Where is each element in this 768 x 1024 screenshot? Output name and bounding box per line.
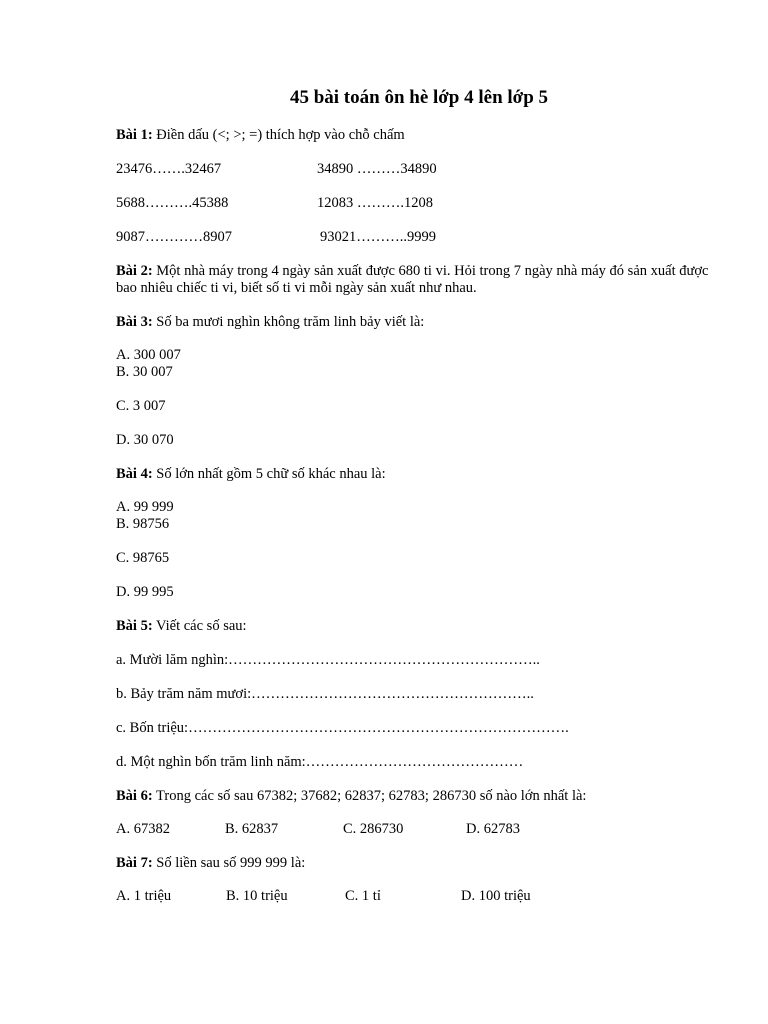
bai2-text: Một nhà máy trong 4 ngày sản xuất được 680 ti vi. Hỏi trong 7 ngày nhà máy đó sản xuất được bao nhiêu chiếc ti vi, biết số ti vi mỗi ngày sản xuất như nhau.	[116, 263, 709, 296]
bai3-option-c: C. 3 007	[116, 398, 166, 414]
bai6-label: Bài 6:	[116, 788, 153, 804]
bai5-item-c: c. Bốn triệu:…………………………………………………………………….	[116, 720, 569, 736]
bai2-label: Bài 2:	[116, 263, 153, 279]
bai6-option-b: B. 62837	[225, 821, 279, 837]
bai1-text: Điền dấu (<; >; =) thích hợp vào chỗ chấm	[152, 127, 405, 143]
bai5-item-a: a. Mười lăm nghìn:………………………………………………………..	[116, 652, 540, 668]
bai4-option-a: A. 99 999	[116, 499, 174, 515]
bai3-text: Số ba mươi nghìn không trăm linh bảy viết là:	[152, 314, 425, 330]
bai1-row-1	[116, 161, 221, 178]
bai1-label: Bài 1:	[116, 127, 153, 143]
bai1-row-1-right: 34890 ………34890	[317, 161, 437, 177]
bai6-option-a: A. 67382	[116, 821, 170, 837]
bai7-prompt	[116, 855, 305, 872]
bai1-row-1-left: 23476…….32467	[116, 161, 222, 177]
bai3-label: Bài 3:	[116, 314, 153, 330]
bai2-prompt	[116, 263, 726, 297]
bai1-row-2	[116, 195, 228, 212]
bai5-item-b: b. Bảy trăm năm mươi:…………………………………………………..	[116, 686, 534, 702]
bai4-prompt	[116, 466, 386, 483]
bai4-option-b: B. 98756	[116, 516, 170, 532]
bai1-row-2-left: 5688……….45388	[116, 195, 229, 211]
bai1-row-2-right: 12083 ……….1208	[317, 195, 433, 211]
bai6-text: Trong các số sau 67382; 37682; 62837; 62783; 286730 số nào lớn nhất là:	[152, 788, 587, 804]
bai1-row-3-right: 93021………..9999	[320, 229, 436, 245]
bai7-option-b: B. 10 triệu	[226, 888, 288, 904]
bai7-label: Bài 7:	[116, 855, 153, 871]
bai5-label: Bài 5:	[116, 618, 153, 634]
bai4-label: Bài 4:	[116, 466, 153, 482]
bai3-prompt	[116, 314, 424, 331]
bai1-row-3	[116, 229, 232, 246]
bai1-prompt	[116, 127, 405, 144]
bai5-prompt	[116, 618, 247, 635]
document-title: 45 bài toán ôn hè lớp 4 lên lớp 5	[289, 87, 549, 108]
bai7-option-d: D. 100 triệu	[461, 888, 531, 904]
bai7-option-c: C. 1 tỉ	[345, 888, 381, 904]
bai5-text: Viết các số sau:	[152, 618, 247, 634]
bai7-option-a: A. 1 triệu	[116, 888, 172, 904]
bai4-option-c: C. 98765	[116, 550, 170, 566]
bai1-row-3-left: 9087…………8907	[116, 229, 232, 245]
bai3-option-a: A. 300 007	[116, 347, 181, 363]
bai6-option-c: C. 286730	[343, 821, 404, 837]
bai6-option-d: D. 62783	[466, 821, 520, 837]
bai5-item-d: d. Một nghìn bốn trăm linh năm:………………………………………	[116, 754, 524, 770]
bai4-option-d: D. 99 995	[116, 584, 174, 600]
bai3-option-d: D. 30 070	[116, 432, 174, 448]
bai4-text: Số lớn nhất gồm 5 chữ số khác nhau là:	[152, 466, 386, 482]
bai3-option-b: B. 30 007	[116, 364, 173, 380]
bai7-text: Số liền sau số 999 999 là:	[152, 855, 306, 871]
bai6-prompt	[116, 788, 586, 805]
